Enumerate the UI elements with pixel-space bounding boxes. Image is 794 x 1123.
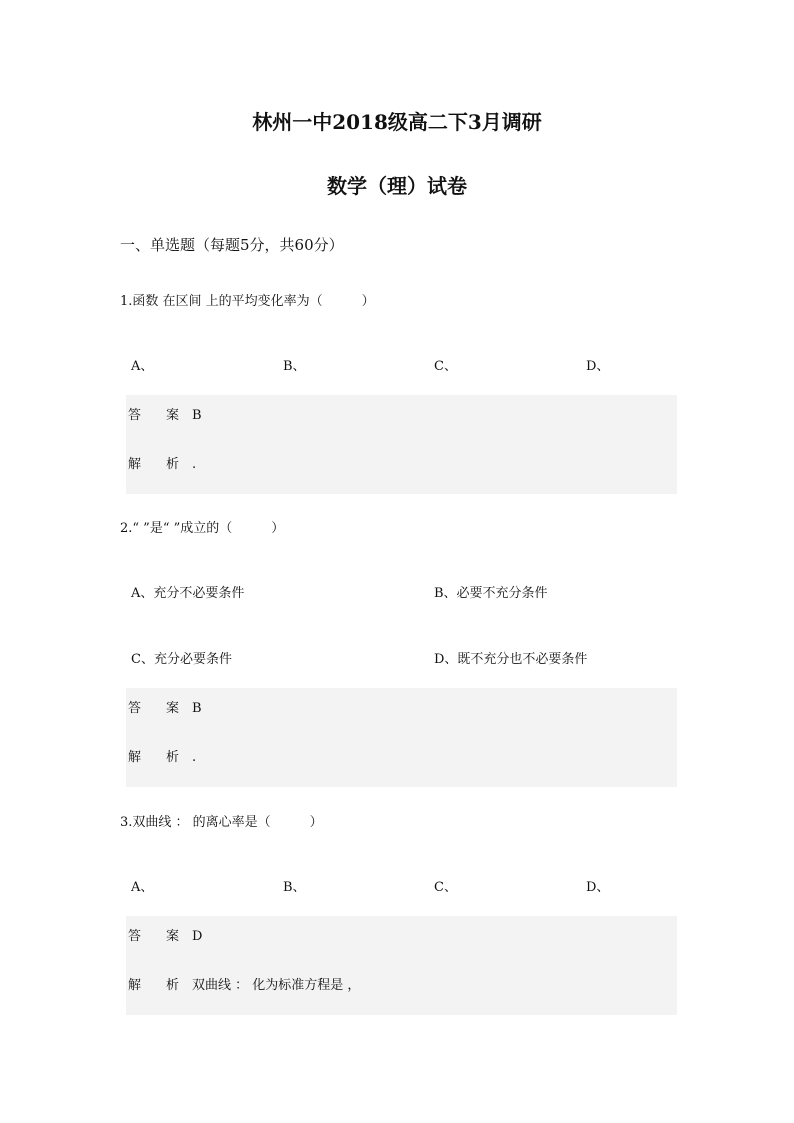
question-1-stem: 1.函数 在区间 上的平均变化率为（ ）	[120, 294, 375, 309]
question-2-option-b: B、必要不充分条件	[434, 586, 548, 601]
question-2-option-c: C、充分必要条件	[131, 652, 232, 667]
question-3-option-d: D、	[586, 880, 610, 895]
question-2-option-d: D、既不充分也不必要条件	[434, 652, 588, 667]
analysis-value: 双曲线 ： 化为标准方程是 ，	[192, 978, 361, 993]
answer-row	[128, 404, 202, 423]
question-2-option-a: A、充分不必要条件	[131, 586, 245, 601]
answer-label: 答 案	[128, 929, 186, 944]
answer-label: 答 案	[128, 701, 186, 716]
section-heading: 一、单选题（每题5分，共60分）	[120, 236, 344, 254]
answer-label: 答 案	[128, 408, 186, 423]
question-1-option-b: B、	[283, 359, 306, 374]
analysis-row	[128, 974, 360, 993]
answer-value: B	[192, 408, 202, 423]
answer-row	[128, 697, 202, 716]
question-3-option-c: C、	[434, 880, 457, 895]
answer-value: D	[192, 929, 203, 944]
question-3-answer-box	[126, 916, 677, 1015]
question-1-answer-box	[126, 395, 677, 494]
analysis-value: .	[192, 457, 197, 472]
analysis-label: 解 析	[128, 750, 186, 765]
answer-value: B	[192, 701, 202, 716]
question-3-stem: 3.双曲线 ： 的离心率是（ ）	[120, 815, 323, 830]
analysis-label: 解 析	[128, 978, 186, 993]
question-1-option-d: D、	[586, 359, 610, 374]
page-subtitle: 数学（理）试卷	[327, 174, 467, 198]
analysis-row	[128, 453, 196, 472]
analysis-label: 解 析	[128, 457, 186, 472]
question-3-option-b: B、	[283, 880, 306, 895]
answer-row	[128, 925, 202, 944]
question-1-option-c: C、	[434, 359, 457, 374]
analysis-value: .	[192, 750, 197, 765]
question-2-answer-box	[126, 688, 677, 787]
analysis-row	[128, 746, 196, 765]
question-1-option-a: A、	[131, 359, 154, 374]
question-2-stem: 2.“ ”是“ ”成立的（ ）	[120, 521, 285, 536]
question-3-option-a: A、	[131, 880, 154, 895]
page-title: 林州一中2018级高二下3月调研	[252, 110, 542, 134]
